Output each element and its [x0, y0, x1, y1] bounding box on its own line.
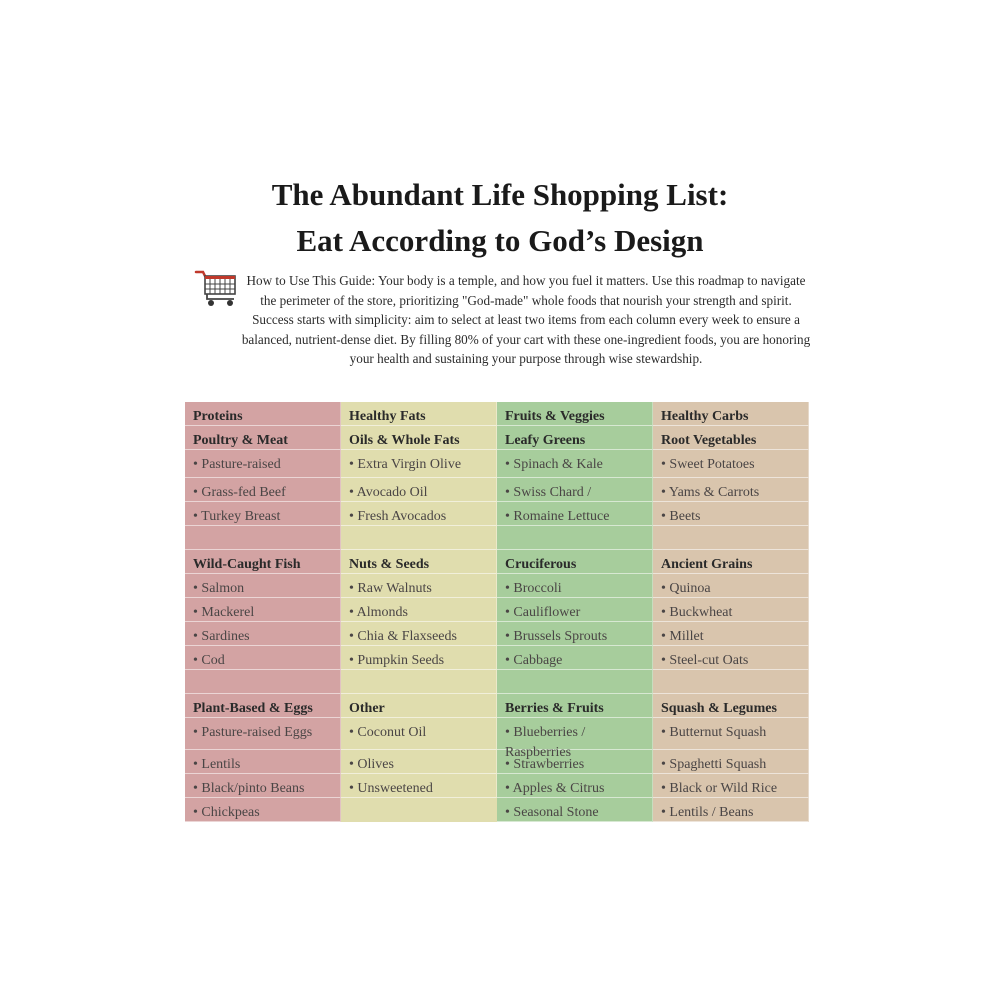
- section-title: Poultry & Meat: [185, 426, 341, 450]
- section-title: Nuts & Seeds: [341, 550, 497, 574]
- spacer-row: [341, 526, 497, 550]
- list-item: • Chickpeas: [185, 798, 341, 822]
- list-item: • Fresh Avocados: [341, 502, 497, 526]
- list-item: • Spinach & Kale: [497, 450, 653, 478]
- list-item: • Apples & Citrus: [497, 774, 653, 798]
- title-line-1: The Abundant Life Shopping List:: [271, 177, 729, 212]
- spacer-row: [185, 670, 341, 694]
- column-header: Proteins: [185, 402, 341, 426]
- title-line-2: Eat According to God’s Design: [296, 223, 704, 258]
- list-item: • Cabbage: [497, 646, 653, 670]
- list-item: • Millet: [653, 622, 809, 646]
- column-header: Healthy Fats: [341, 402, 497, 426]
- list-item: • Raw Walnuts: [341, 574, 497, 598]
- section-title: Root Vegetables: [653, 426, 809, 450]
- list-item: • Butternut Squash: [653, 718, 809, 750]
- food-grid: [185, 402, 809, 822]
- section-title: Oils & Whole Fats: [341, 426, 497, 450]
- list-item: • Almonds: [341, 598, 497, 622]
- list-item: • Black or Wild Rice: [653, 774, 809, 798]
- list-item: • Steel-cut Oats: [653, 646, 809, 670]
- column-healthy-fats: [341, 402, 497, 822]
- list-item: • Sardines: [185, 622, 341, 646]
- list-item: • Lentils: [185, 750, 341, 774]
- list-item: • Salmon: [185, 574, 341, 598]
- list-item: • Lentils / Beans: [653, 798, 809, 822]
- spacer-row: [497, 670, 653, 694]
- list-item: • Beets: [653, 502, 809, 526]
- section-title: Ancient Grains: [653, 550, 809, 574]
- list-item: • Extra Virgin Olive: [341, 450, 497, 478]
- list-item: • Pasture-raised Eggs: [185, 718, 341, 750]
- list-item: • Buckwheat: [653, 598, 809, 622]
- list-item: • Sweet Potatoes: [653, 450, 809, 478]
- list-item: • Black/pinto Beans: [185, 774, 341, 798]
- section-title: Squash & Legumes: [653, 694, 809, 718]
- intro-paragraph: How to Use This Guide: Your body is a temple, and how you fuel it matters. Use this roadmap to navigate the perimeter of the store, prioritizing "God-made" whole foods that nourish your strength and spirit. Success starts with simplicity: aim to select at least two items from each column every week to ensure a balanced, nutrient-dense diet. By filling 80% of your cart with these one-ingredient foods, you are honoring your health and sustaining your purpose through wise stewardship.: [241, 273, 811, 366]
- list-item: • Strawberries: [497, 750, 653, 774]
- column-fruits-veggies: [497, 402, 653, 822]
- spacer-row: [341, 670, 497, 694]
- section-title: Leafy Greens: [497, 426, 653, 450]
- list-item: • Avocado Oil: [341, 478, 497, 502]
- list-item: • Quinoa: [653, 574, 809, 598]
- column-header: Healthy Carbs: [653, 402, 809, 426]
- list-item: • Romaine Lettuce: [497, 502, 653, 526]
- list-item: • Seasonal Stone: [497, 798, 653, 822]
- list-item: • Blueberries / Raspberries: [497, 718, 653, 750]
- list-item: • Cauliflower: [497, 598, 653, 622]
- list-item: • Chia & Flaxseeds: [341, 622, 497, 646]
- list-item: • Yams & Carrots: [653, 478, 809, 502]
- column-proteins: [185, 402, 341, 822]
- list-item: • Broccoli: [497, 574, 653, 598]
- list-item: • Spaghetti Squash: [653, 750, 809, 774]
- list-item: • Coconut Oil: [341, 718, 497, 750]
- shopping-cart-icon: [194, 268, 238, 310]
- list-item: • Turkey Breast: [185, 502, 341, 526]
- page-title: [0, 172, 1000, 264]
- list-item: • Brussels Sprouts: [497, 622, 653, 646]
- section-title: Wild-Caught Fish: [185, 550, 341, 574]
- list-item: • Mackerel: [185, 598, 341, 622]
- list-item: • Pumpkin Seeds: [341, 646, 497, 670]
- section-title: Plant-Based & Eggs: [185, 694, 341, 718]
- section-title: Berries & Fruits: [497, 694, 653, 718]
- column-healthy-carbs: [653, 402, 809, 822]
- list-item: • Unsweetened: [341, 774, 497, 798]
- list-item: • Cod: [185, 646, 341, 670]
- list-item: • Pasture-raised: [185, 450, 341, 478]
- list-item: • Olives: [341, 750, 497, 774]
- spacer-row: [185, 526, 341, 550]
- list-item: • Grass-fed Beef: [185, 478, 341, 502]
- section-title: Cruciferous: [497, 550, 653, 574]
- section-title: Other: [341, 694, 497, 718]
- column-header: Fruits & Veggies: [497, 402, 653, 426]
- list-item: • Swiss Chard /: [497, 478, 653, 502]
- spacer-row: [653, 526, 809, 550]
- spacer-row: [497, 526, 653, 550]
- spacer-row: [653, 670, 809, 694]
